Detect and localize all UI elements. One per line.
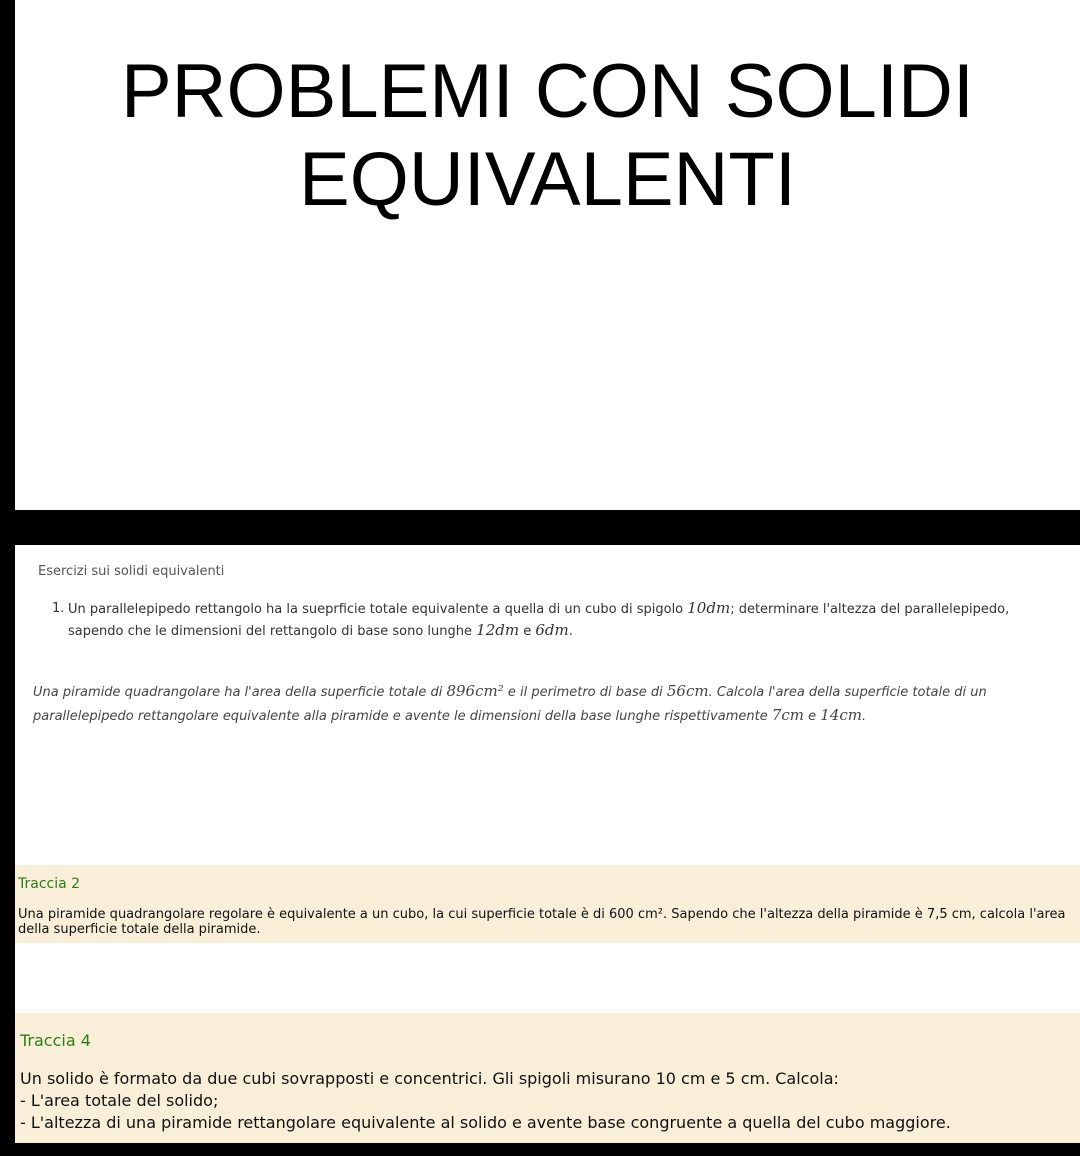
exercise-1-dim1: 12dm (476, 621, 520, 639)
title-line-2: EQUIVALENTI (299, 137, 796, 222)
traccia-4-line-3: - L'altezza di una piramide rettangolare equivalente al solido e avente base congruente a quella del cubo maggiore. (20, 1113, 951, 1132)
exercise-2-end: . (862, 709, 867, 724)
exercise-1-and: e (519, 624, 536, 639)
exercise-1-part2: ; determinare l'altezza del parallelepipedo, sapendo che le dimensioni del rettangolo di base sono lunghe (68, 602, 1010, 639)
exercises-heading: Esercizi sui solidi equivalenti (38, 564, 225, 579)
traccia-4-line-2: - L'area totale del solido; (20, 1091, 219, 1110)
exercise-1 (52, 598, 1062, 642)
traccia-4-label: Traccia 4 (20, 1031, 91, 1050)
title-line-1: PROBLEMI CON SOLIDI (120, 49, 975, 134)
exercise-2-part1: Una piramide quadrangolare ha l'area della superficie totale di (33, 685, 447, 700)
exercise-2-perimeter: 56cm (666, 682, 709, 700)
exercise-2-and: e (804, 709, 821, 724)
exercise-1-dim2: 6dm (535, 621, 569, 639)
exercise-1-end: . (568, 624, 573, 639)
slide-title (15, 48, 1080, 224)
exercise-2 (33, 680, 1078, 728)
exercise-1-part1: Un parallelepipedo rettangolo ha la sueprficie totale equivalente a quella di un cubo di spigolo (68, 602, 688, 617)
traccia-4-text (20, 1068, 1078, 1134)
exercise-2-dim2: 14cm (820, 706, 862, 724)
exercise-2-dim1: 7cm (771, 706, 805, 724)
traccia-2-box (15, 865, 1080, 943)
traccia-4-box (15, 1013, 1080, 1143)
exercises-slide (15, 545, 1080, 1143)
exercise-2-part3: . Calcola l'area della superficie totale di un parallelepipedo rettangolare equivalente alla piramide e avente le dimensioni della base lunghe rispettivamente (33, 685, 987, 724)
exercise-2-area: 896cm² (446, 682, 504, 700)
title-slide (15, 0, 1080, 510)
traccia-2-text: Una piramide quadrangolare regolare è equivalente a un cubo, la cui superficie totale è di 600 cm². Sapendo che l'altezza della piramide è 7,5 cm, calcola l'area della superficie totale della piramide. (18, 907, 1066, 937)
exercise-1-number: 1. (52, 601, 65, 616)
exercise-1-edge: 10dm (687, 599, 731, 617)
exercise-2-part2: e il perimetro di base di (503, 685, 667, 700)
exercise-1-text (52, 598, 1062, 642)
traccia-2-label: Traccia 2 (18, 876, 81, 892)
traccia-4-line-1: Un solido è formato da due cubi sovrapposti e concentrici. Gli spigoli misurano 10 cm e 5 cm. Calcola: (20, 1069, 839, 1088)
